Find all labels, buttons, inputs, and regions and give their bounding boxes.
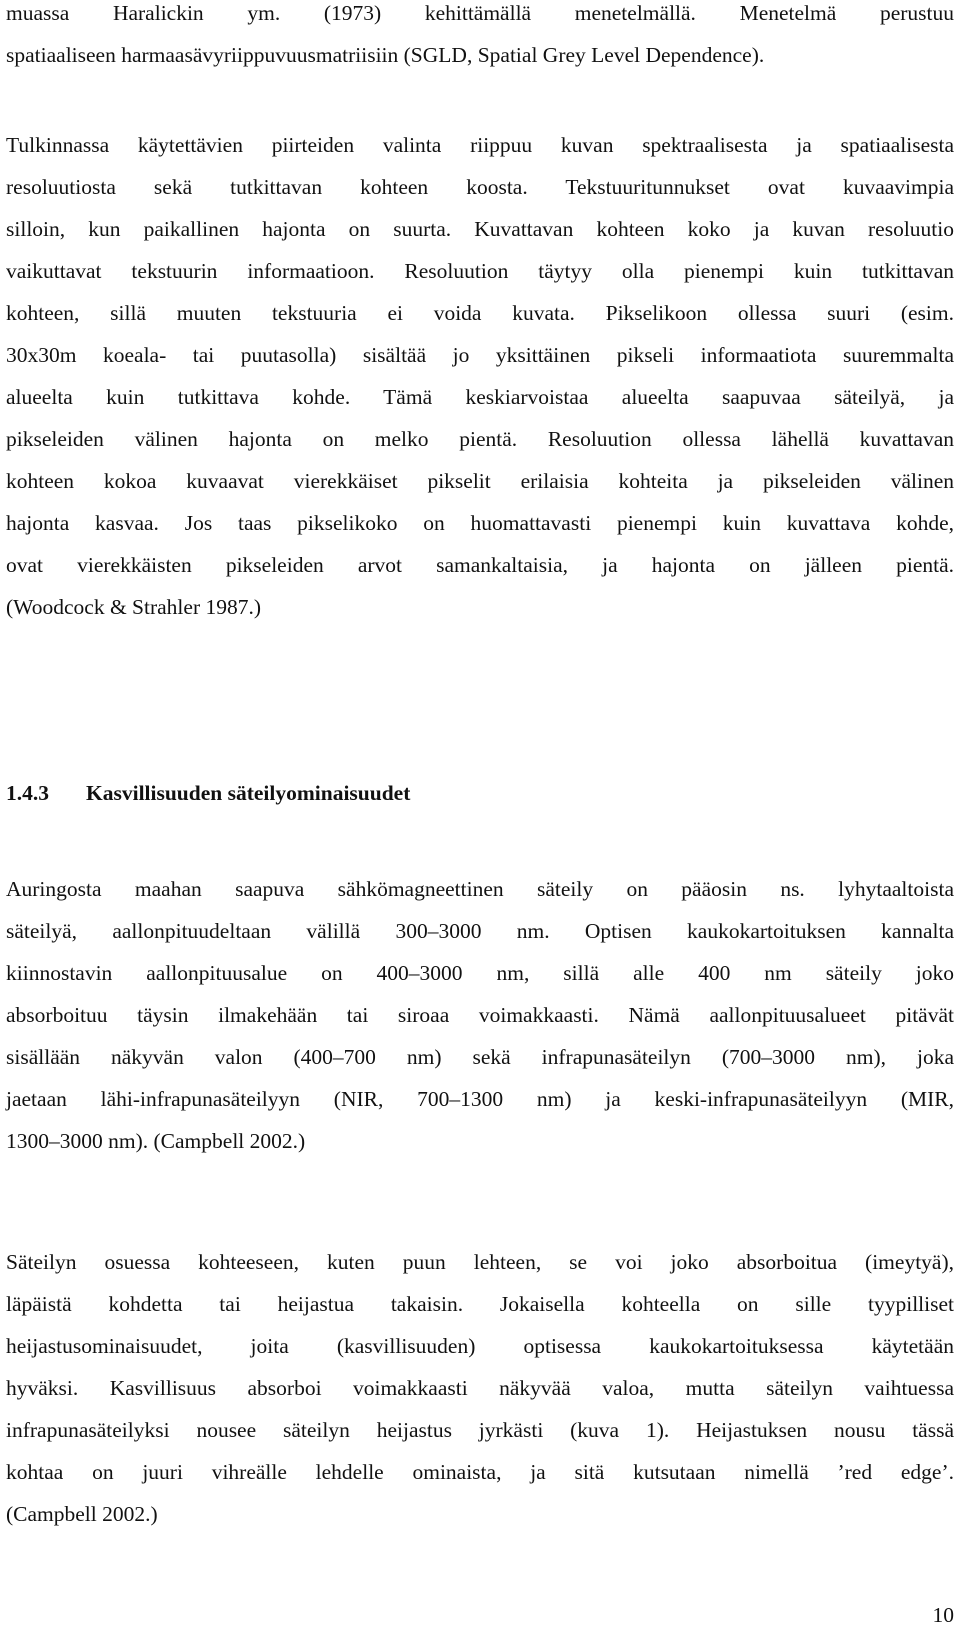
text-line: Säteilyn osuessa kohteeseen, kuten puun lehteen, se voi joko absorboitua (imeytyä), <box>6 1250 954 1274</box>
paragraph-haralick <box>6 0 954 76</box>
text-line: 1300–3000 nm). (Campbell 2002.) <box>6 1129 306 1153</box>
text-line: pikseleiden välinen hajonta on melko pientä. Resoluution ollessa lähellä kuvattavan <box>6 427 954 451</box>
text-line: hyväksi. Kasvillisuus absorboi voimakkaasti näkyvää valoa, mutta säteilyn vaihtuessa <box>6 1376 954 1400</box>
text-line: infrapunasäteilyksi nousee säteilyn heijastus jyrkästi (kuva 1). Heijastuksen nousu tässä <box>6 1418 954 1442</box>
text-line: alueelta kuin tutkittava kohde. Tämä keskiarvoistaa alueelta saapuvaa säteilyä, ja <box>6 385 954 409</box>
paragraph-solar-radiation <box>6 868 954 1162</box>
text-line: kohtaa on juuri vihreälle lehdelle ominaista, ja sitä kutsutaan nimellä ’red edge’. <box>6 1460 954 1484</box>
text-line: (Campbell 2002.) <box>6 1502 158 1526</box>
text-line: (Woodcock & Strahler 1987.) <box>6 595 262 619</box>
paragraph-reflectance <box>6 1241 954 1535</box>
text-line: silloin, kun paikallinen hajonta on suurta. Kuvattavan kohteen koko ja kuvan resoluutio <box>6 217 954 241</box>
text-line: muassa Haralickin ym. (1973) kehittämällä menetelmällä. Menetelmä perustuu <box>6 1 954 25</box>
text-line: läpäistä kohdetta tai heijastua takaisin. Jokaisella kohteella on sille tyypilliset <box>6 1292 954 1316</box>
text-line: ovat vierekkäisten pikseleiden arvot samankaltaisia, ja hajonta on jälleen pientä. <box>6 553 954 577</box>
text-line: Auringosta maahan saapuva sähkömagneettinen säteily on pääosin ns. lyhytaaltoista <box>6 877 954 901</box>
page-number: 10 <box>932 1603 954 1627</box>
section-heading <box>6 778 954 808</box>
text-line: vaikuttavat tekstuurin informaatioon. Resoluution täytyy olla pienempi kuin tutkittavan <box>6 259 954 283</box>
text-line: 30x30m koeala- tai puutasolla) sisältää jo yksittäinen pikseli informaatiota suuremmalta <box>6 343 954 367</box>
text-line: spatiaaliseen harmaasävyriippuvuusmatriisiin (SGLD, Spatial Grey Level Dependence). <box>6 43 765 67</box>
text-line: sisällään näkyvän valon (400–700 nm) sekä infrapunasäteilyn (700–3000 nm), joka <box>6 1045 954 1069</box>
text-line: kiinnostavin aallonpituusalue on 400–3000 nm, sillä alle 400 nm säteily joko <box>6 961 954 985</box>
text-line: heijastusominaisuudet, joita (kasvillisuuden) optisessa kaukokartoituksessa käytetään <box>6 1334 954 1358</box>
section-title: Kasvillisuuden säteilyominaisuudet <box>86 781 411 805</box>
text-line: absorboituu täysin ilmakehään tai siroaa voimakkaasti. Nämä aallonpituusalueet pitävät <box>6 1003 954 1027</box>
text-line: kohteen, sillä muuten tekstuuria ei voida kuvata. Pikselikoon ollessa suuri (esim. <box>6 301 954 325</box>
text-line: hajonta kasvaa. Jos taas pikselikoko on huomattavasti pienempi kuin kuvattava kohde, <box>6 511 954 535</box>
text-line: jaetaan lähi-infrapunasäteilyyn (NIR, 700–1300 nm) ja keski-infrapunasäteilyyn (MIR, <box>6 1087 954 1111</box>
text-line: resoluutiosta sekä tutkittavan kohteen koosta. Tekstuuritunnukset ovat kuvaavimpia <box>6 175 954 199</box>
section-number: 1.4.3 <box>6 781 49 805</box>
text-line: kohteen kokoa kuvaavat vierekkäiset pikselit erilaisia kohteita ja pikseleiden välinen <box>6 469 954 493</box>
text-line: säteilyä, aallonpituudeltaan välillä 300–3000 nm. Optisen kaukokartoituksen kannalta <box>6 919 954 943</box>
paragraph-texture-interpretation <box>6 124 954 628</box>
text-line: Tulkinnassa käytettävien piirteiden valinta riippuu kuvan spektraalisesta ja spatiaalisesta <box>6 133 954 157</box>
